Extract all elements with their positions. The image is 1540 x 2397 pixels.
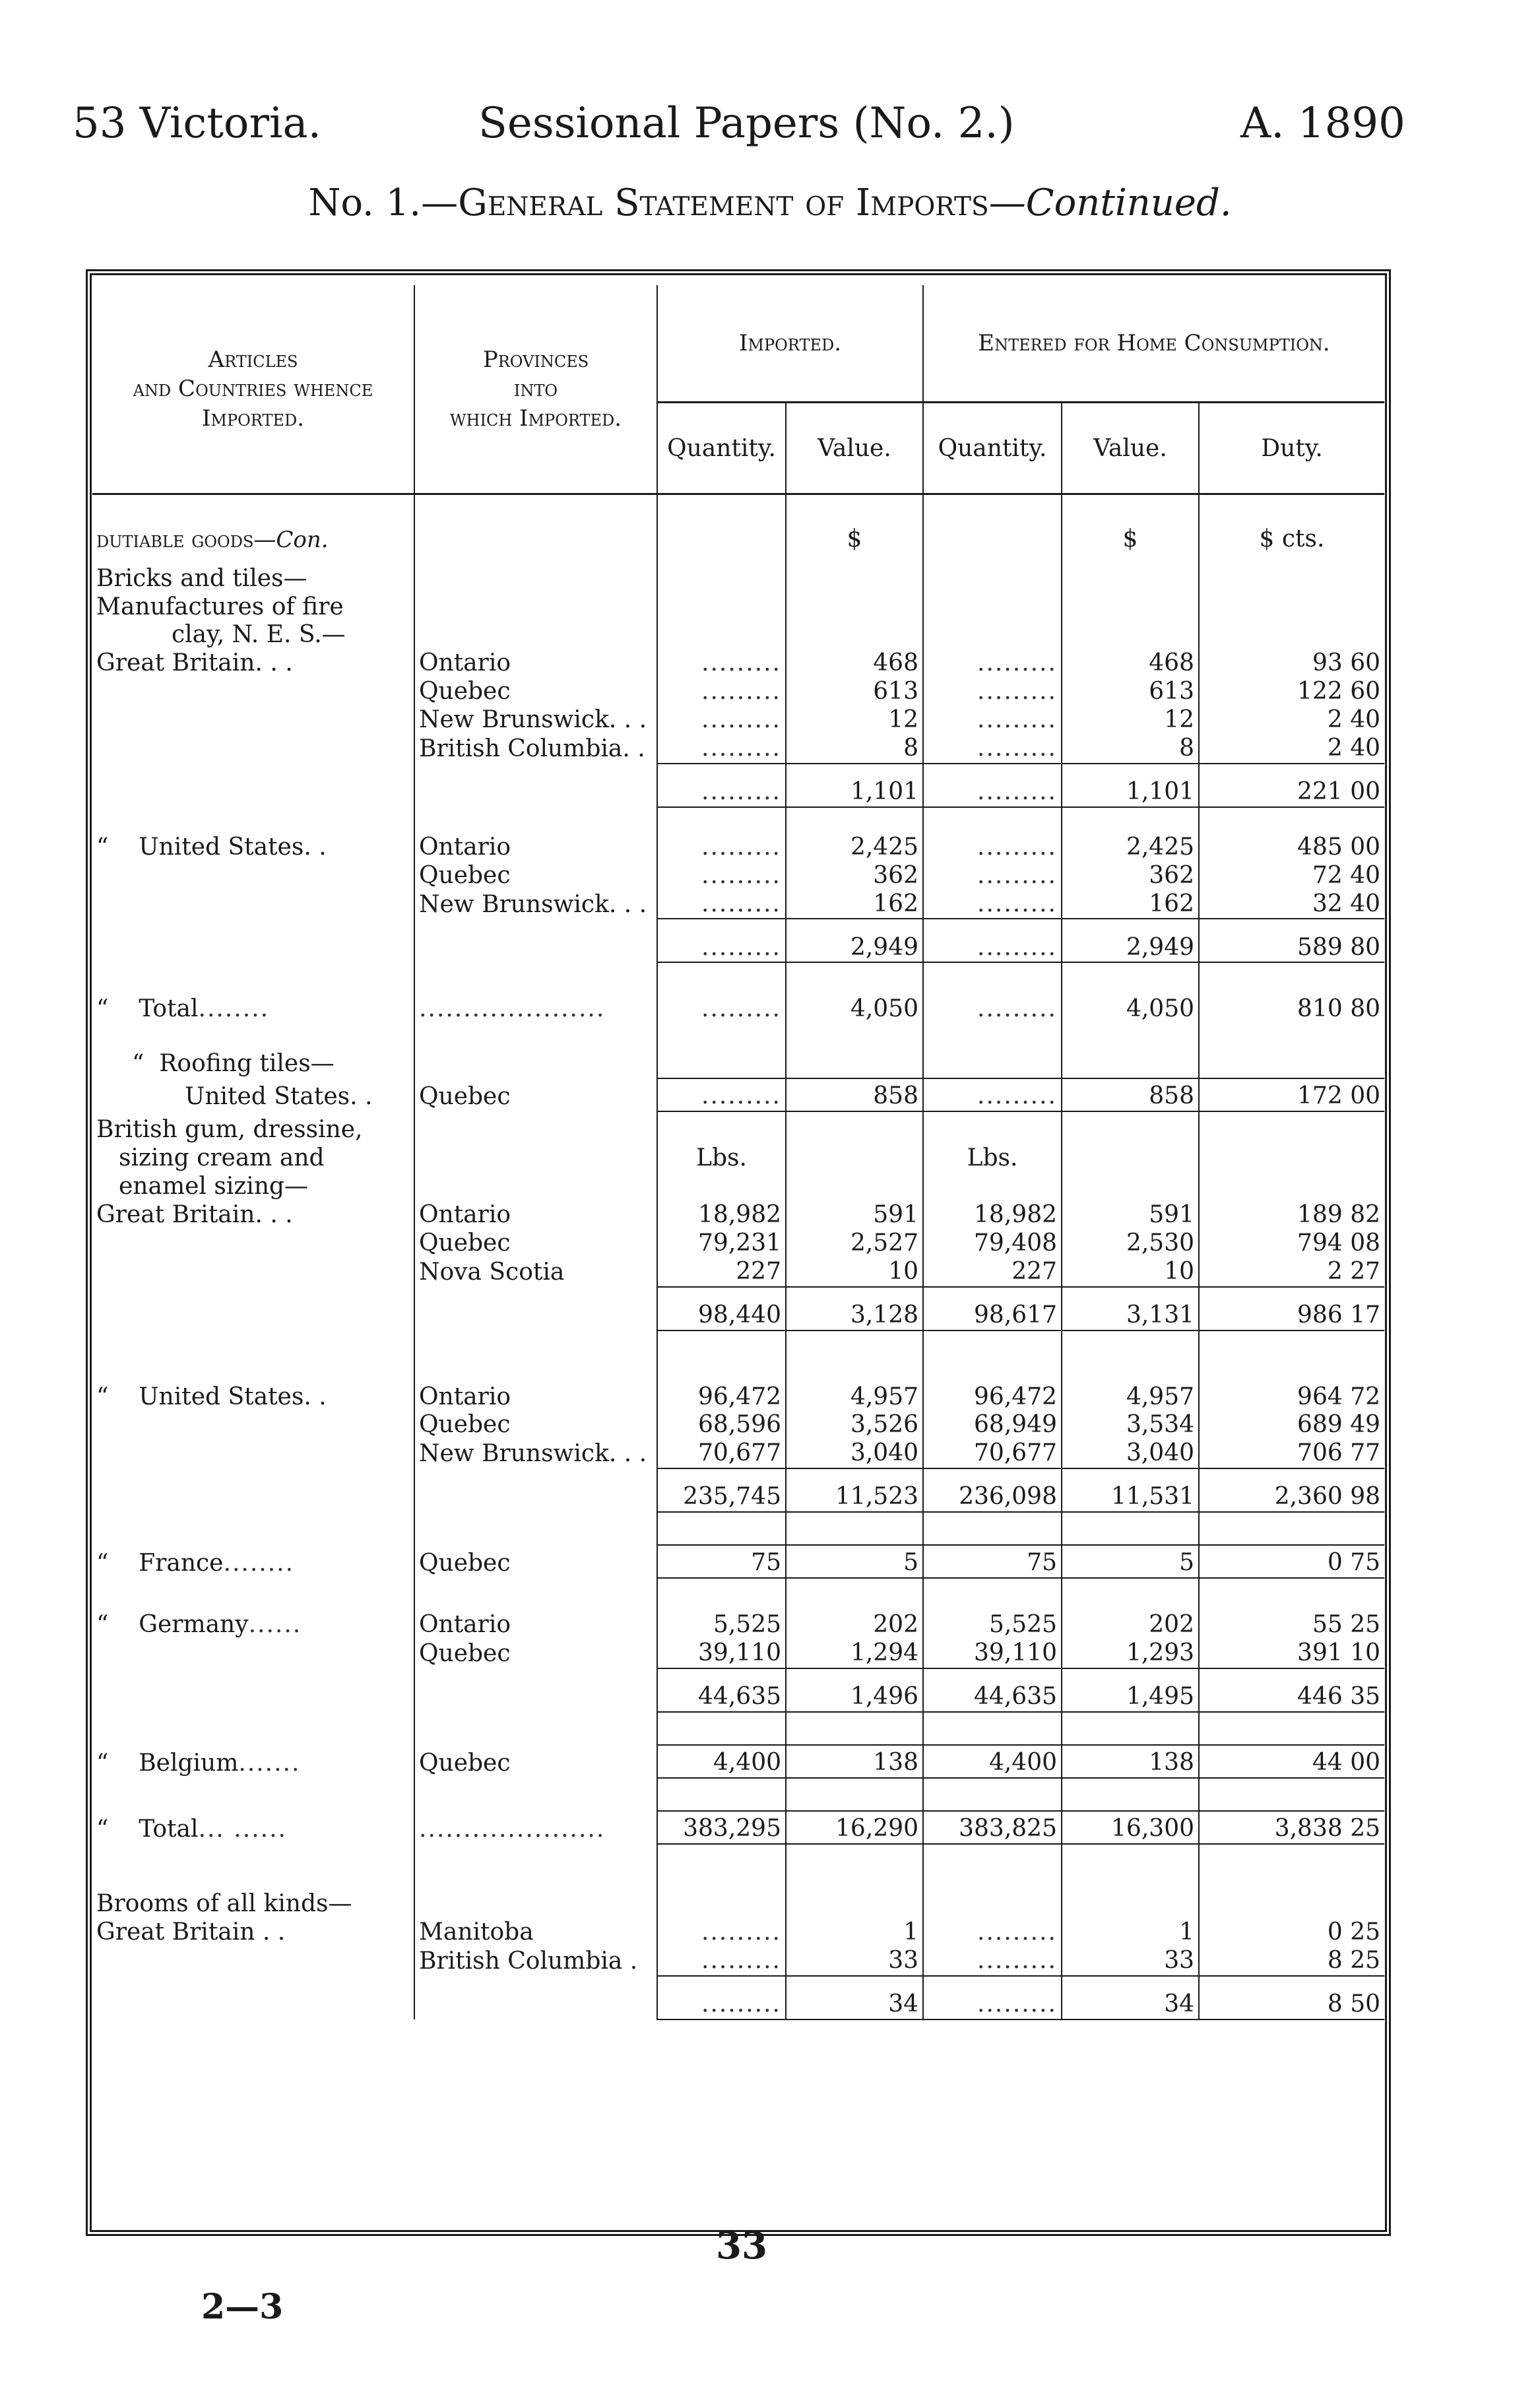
table-row: New Brunswick. . . 70,677 3,040 70,677 3,040 706 77 [92, 1439, 1384, 1468]
country-great-britain: Great Britain. . . [92, 649, 414, 678]
table-row: Great Britain. . . Ontario 18,982 591 18,982 591 189 82 [92, 1201, 1384, 1230]
col-entered: Entered for Home Consumption. [923, 285, 1384, 403]
title-prefix: No. 1.— [308, 181, 459, 224]
header-papers: Sessional Papers (No. 2.) [478, 99, 1015, 148]
article-brooms: Brooms of all kinds— [92, 1890, 414, 1919]
article-bricks-sub2: clay, N. E. S.— [92, 621, 414, 649]
table-row: Nova Scotia 227 10 227 10 2 27 [92, 1258, 1384, 1287]
col-value: Value. [786, 403, 923, 494]
table-row: “ Belgium....... Quebec 4,400 138 4,400 138 44 00 [92, 1745, 1384, 1778]
table-row: Quebec 68,596 3,526 68,949 3,534 689 49 [92, 1411, 1384, 1439]
col-articles: Articles and Countries whence Imported. [92, 285, 414, 494]
subtotal-row: ......... 2,949 ......... 2,949 589 80 [92, 919, 1384, 962]
unit-duty: $ cts. [1259, 525, 1325, 552]
page-title [0, 181, 1540, 224]
subtotal-row: 98,440 3,128 98,617 3,131 986 17 [92, 1287, 1384, 1330]
section-label: dutiable goods—Con. [92, 494, 414, 554]
header-session: 53 Victoria. [73, 99, 321, 148]
header-year: A. 1890 [1240, 99, 1405, 148]
subtotal-row: ......... 1,101 ......... 1,101 221 00 [92, 764, 1384, 807]
article-bricks: Bricks and tiles— [92, 554, 414, 593]
col-value-home: Value. [1062, 403, 1199, 494]
article-bricks-sub: Manufactures of fire [92, 593, 414, 622]
table-row: Quebec ......... 362 ......... 362 72 40 [92, 862, 1384, 890]
signature-mark: 2—3 [201, 2287, 284, 2327]
table-row: British Columbia . ......... 33 ......... 33 8 25 [92, 1947, 1384, 1976]
table-row: Quebec 39,110 1,294 39,110 1,293 391 10 [92, 1639, 1384, 1668]
total-row: “ Total... ...... ..................... 383,295 16,290 383,825 16,300 3,838 25 [92, 1811, 1384, 1844]
table-row: British Columbia. . ......... 8 ......... 8 2 40 [92, 735, 1384, 764]
col-quantity: Quantity. [657, 403, 786, 494]
col-provinces: Provinces into which Imported. [414, 285, 657, 494]
table-row: Great Britain . . Manitoba ......... 1 ......... 1 0 25 [92, 1919, 1384, 1947]
subtotal-row: ......... 34 ......... 34 8 50 [92, 1976, 1384, 2019]
unit-dollar: $ [786, 494, 923, 554]
table-row: United States. . Quebec ......... 858 ......... 858 172 00 [92, 1078, 1384, 1111]
article-british-gum: British gum, dressine, [92, 1111, 414, 1144]
subtotal-row: 235,745 11,523 236,098 11,531 2,360 98 [92, 1468, 1384, 1512]
title-continued: —Continued. [988, 181, 1232, 224]
unit-dollar-home: $ [1062, 494, 1199, 554]
country-united-states: United States. . [139, 833, 327, 861]
article-roofing-tiles: Roofing tiles— [159, 1050, 335, 1078]
table-row: “ Germany...... Ontario 5,525 202 5,525 202 55 25 [92, 1611, 1384, 1639]
table-row: Great Britain. . . Ontario ......... 468 ......... 468 93 60 [92, 649, 1384, 678]
col-quantity-home: Quantity. [923, 403, 1062, 494]
table-row: “ United States. . Ontario ......... 2,425 ......... 2,425 485 00 [92, 834, 1384, 862]
table-row: New Brunswick. . . ......... 162 ......... 162 32 40 [92, 890, 1384, 919]
table-row: “ France........ Quebec 75 5 75 5 0 75 [92, 1545, 1384, 1578]
table-row: “ United States. . Ontario 96,472 4,957 96,472 4,957 964 72 [92, 1383, 1384, 1412]
title-main: General Statement of Imports [458, 181, 989, 224]
table-row: Quebec 79,231 2,527 79,408 2,530 794 08 [92, 1230, 1384, 1258]
col-duty: Duty. [1199, 403, 1384, 494]
ditto-mark: “ [96, 833, 109, 861]
page-number: 33 [716, 2224, 767, 2268]
table-row: New Brunswick. . . ......... 12 ......... 12 2 40 [92, 706, 1384, 735]
subtotal-row: 44,635 1,496 44,635 1,495 446 35 [92, 1668, 1384, 1712]
table-row: Quebec ......... 613 ......... 613 122 60 [92, 678, 1384, 706]
imports-table: Articles and Countries whence Imported. Provinces into which Imported. Imported. Entered for Home Consumption. Quantity. Value. Quantity. Value. Duty. dutiable goods—Con. $ $ $ cts. Bricks and tiles— Manufactures of fire clay, N. E. S.— Great Britain. . . Ontario ......... 468 ......... 468 93 60 Quebec ......... 613 ......... 613 122 60 New Brunswick. . . ......... 12 ......... 12 2 40 British Columbia. . ......... 8 ......... 8 2 40 ......... 1,101 ......... 1,101 221 00 “ United States. . Ontario ......... 2,425 ......... 2,425 485 00 Quebec ......... 362 ......... 362 72 40 New Brunswick. . . ......... 162 ......... 162 32 40 ......... 2,949 ......... 2,949 589 80 “ Total........ ..................... ......... 4,050 ......... 4,050 810 80 “ Roofing tiles— United States. . Quebec ......... 858 ......... 858 172 00 British gum, dressine, sizing cream and Lbs. Lbs. enamel sizing— Great Britain. . . Ontario 18,982 591 18,982 591 189 82 Quebec 79,231 2,527 79,408 2,530 794 08 Nova Scotia 227 10 227 10 2 27 98,440 3,128 98,617 3,131 986 17 “ United States. . Ontario 96,472 4,957 96,472 4,957 964 72 Quebec 68,596 3,526 68,949 3,534 689 49 New Brunswick. . . 70,677 3,040 70,677 3,040 706 77 235,745 11,523 236,098 11,531 2,360 98 “ France........ Quebec 75 5 75 5 0 75 “ Germany...... Ontario 5,525 202 5,525 202 55 25 Quebec 39,110 1,294 39,110 1,293 391 10 44,635 1,496 44,635 1,495 446 35 “ Belgium....... Quebec 4,400 138 4,400 138 44 00 “ Total... ...... ..................... 383,295 16,290 383,825 16,300 3,838 25 Brooms of all kinds— Great Britain . . Manitoba ......... 1 ......... 1 0 25 British Columbia . ......... 33 ......... 33 8 25 ......... 34 ......... 34 8 50 [92, 285, 1384, 2020]
total-row: “ Total........ ..................... ......... 4,050 ......... 4,050 810 80 [92, 995, 1384, 1024]
col-imported: Imported. [657, 285, 923, 403]
